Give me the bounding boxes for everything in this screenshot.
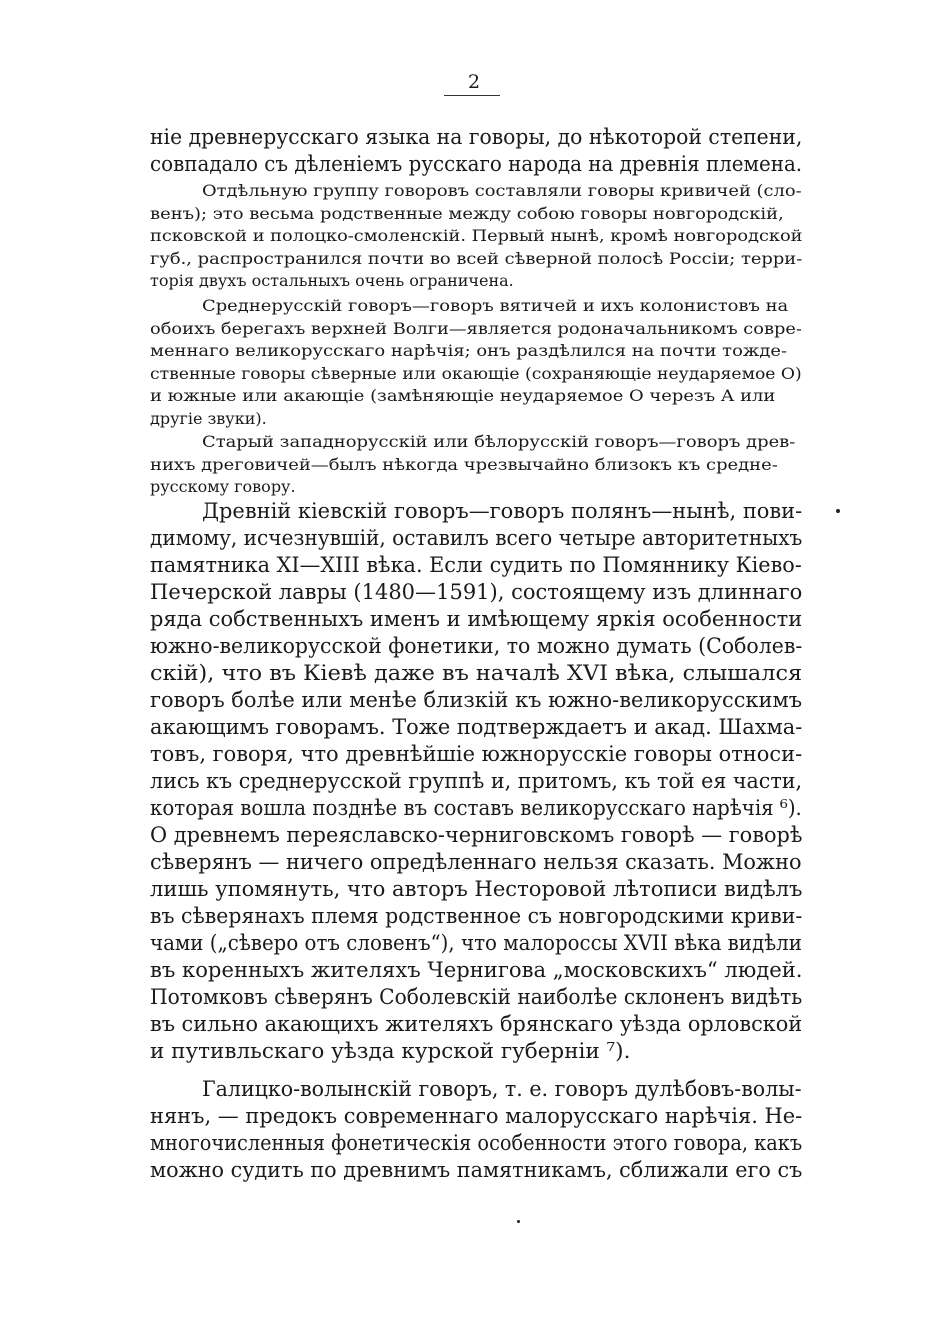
text-line: торія двухъ остальныхъ очень ограничена. (150, 271, 514, 290)
text-line: русскому говору. (150, 477, 296, 496)
text-line: въ сѣверянахъ племя родственное съ новгородскими криви- (150, 904, 803, 929)
text-line: товъ, говоря, что древнѣйшіе южнорусскіе говоры относи- (150, 742, 803, 767)
text-line: многочисленныя фонетическія особенности этого говора, какъ (150, 1131, 803, 1156)
text-line: обоихъ берегахъ верхней Волги—является родоначальникомъ совре- (150, 318, 802, 338)
text-line: акающимъ говорамъ. Тоже подтверждаетъ и акад. Шахма- (150, 715, 803, 740)
text-line: Галицко-волынскій говоръ, т. е. говоръ дулѣбовъ-волы- (202, 1077, 802, 1102)
text-line: въ коренныхъ жителяхъ Чернигова „московскихъ“ людей. (150, 958, 803, 983)
text-line: и путивльскаго уѣзда курской губерніи ⁷). (150, 1039, 631, 1064)
text-line: можно судить по древнимъ памятникамъ, сближали его съ (150, 1158, 803, 1183)
text-line: другіе звуки). (150, 408, 267, 428)
text-line: лись къ среднерусской группѣ и, притомъ, къ той ея части, (150, 769, 803, 794)
text-line: нянъ, — предокъ современнаго малорусскаго нарѣчія. Не- (150, 1104, 803, 1129)
text-line: димому, исчезнувшій, оставилъ всего четыре авторитетныхъ (150, 526, 803, 551)
text-line: О древнемъ переяславско-черниговскомъ говорѣ — говорѣ (150, 823, 803, 848)
text-line: памятника XI—XIII вѣка. Если судить по Помяннику Кіево- (150, 553, 802, 578)
text-line: и южные или акающіе (замѣняющіе неударяемое О черезъ А или (150, 386, 776, 405)
text-line: которая вошла позднѣе въ составъ великорусскаго нарѣчія ⁶). (150, 796, 802, 821)
page-number-rule (444, 95, 500, 96)
text-line: говоръ болѣе или менѣе близкій къ южно-великорусскимъ (150, 688, 803, 713)
text-line: Отдѣльную группу говоровъ составляли говоры кривичей (сло- (202, 181, 802, 200)
text-line: въ сильно акающихъ жителяхъ брянскаго уѣзда орловской (150, 1012, 803, 1037)
text-line: совпадало съ дѣленіемъ русскаго народа на древнія племена. (150, 152, 803, 177)
text-line: ніе древнерусскаго языка на говоры, до нѣкоторой степени, (150, 125, 803, 150)
text-line: нихъ дреговичей—былъ нѣкогда чрезвычайно близокъ къ средне- (150, 454, 778, 474)
text-line: венъ); это весьма родственные между собою говоры новгородскій, (150, 203, 784, 223)
text-line: Древній кіевскій говоръ—говоръ полянъ—нынѣ, пови- (202, 499, 803, 524)
page-number: 2 (467, 71, 481, 93)
text-line: псковской и полоцко-смоленскій. Первый нынѣ, кромѣ новгородской (150, 226, 803, 245)
text-line: Печерской лавры (1480—1591), состоящему изъ длиннаго (150, 580, 803, 605)
text-line: ственные говоры сѣверные или окающіе (сохраняющіе неударяемое О) (150, 363, 802, 383)
text-line: губ., распространился почти во всей сѣверной полосѣ Россіи; терри- (150, 248, 803, 268)
text-line: ряда собственныхъ именъ и имѣющему яркія особенности (150, 607, 803, 632)
stray-mark (517, 1220, 520, 1223)
text-line: южно-великорусской фонетики, то можно думать (Соболев- (150, 634, 803, 659)
text-line: чами („сѣверо отъ словенъ“), что малороссы XVII вѣка видѣли (150, 931, 802, 956)
stray-mark (836, 509, 840, 513)
text-line: сѣверянъ — ничего опредѣленнаго нельзя сказать. Можно (150, 850, 802, 875)
text-line: Потомковъ сѣверянъ Соболевскій наиболѣе склоненъ видѣть (150, 985, 803, 1010)
text-line: лишь упомянуть, что авторъ Несторовой лѣтописи видѣлъ (150, 877, 803, 902)
text-line: меннаго великорусскаго нарѣчія; онъ раздѣлился на почти тожде- (150, 341, 788, 360)
text-line: скій), что въ Кіевѣ даже въ началѣ XVI вѣка, слышался (150, 661, 803, 686)
text-line: Среднерусскій говоръ—говоръ вятичей и ихъ колонистовъ на (202, 296, 789, 315)
text-line: Старый западнорусскій или бѣлорусскій говоръ—говоръ древ- (202, 432, 796, 451)
